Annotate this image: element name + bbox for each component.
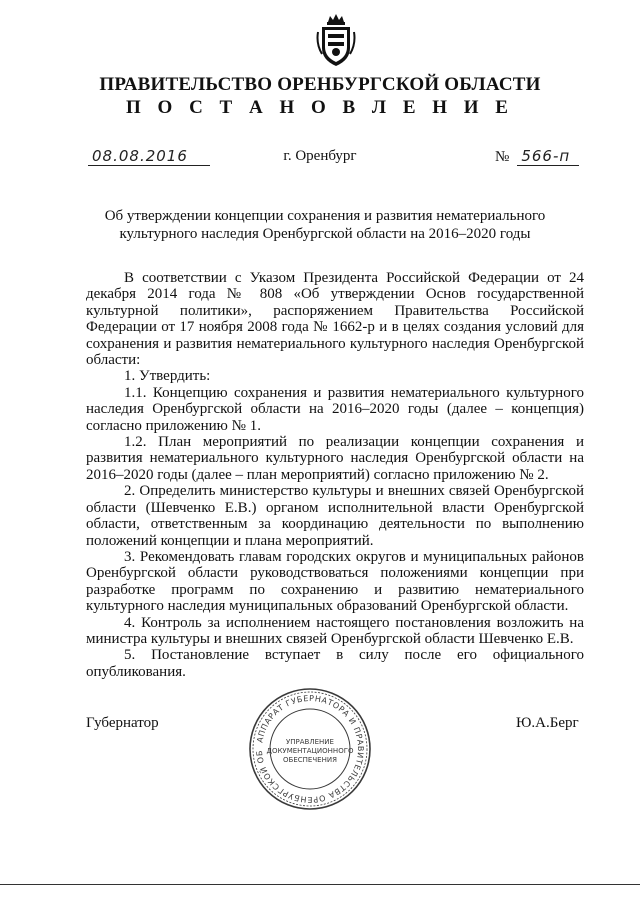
body-paragraph: 5. Постановление вступает в силу после его официального опубликования. bbox=[86, 647, 584, 680]
document-city: г. Оренбург bbox=[283, 148, 357, 164]
stamp-ring-text: АППАРАТ ГУБЕРНАТОРА И ПРАВИТЕЛЬСТВА ОРЕНБУРГСКОЙ ОБ bbox=[254, 693, 366, 805]
coat-of-arms-icon bbox=[316, 12, 356, 68]
body-paragraph: 1. Утвердить: bbox=[124, 368, 211, 385]
body-paragraph: В соответствии с Указом Президента Российской Федерации от 24 декабря 2014 года № 808 «Об утверждении Основ государственной культурной политики», распоряжением Правительства Российской Федерации от 17 ноября 2008 года № 1662-р и в целях создания условий для сохранения и развития нематериального культурного наследия Оренбургской области: bbox=[86, 270, 584, 369]
document-number bbox=[495, 147, 579, 166]
signer-position: Губернатор bbox=[86, 715, 159, 731]
government-title: ПРАВИТЕЛЬСТВО ОРЕНБУРГСКОЙ ОБЛАСТИ bbox=[99, 74, 541, 95]
body-paragraph: 2. Определить министерство культуры и внешних связей Оренбургской области (Шевченко Е.В.) органом исполнительной власти Оренбургской области, ответственным за координацию деятельности по выполнению положений концепции и плана мероприятий. bbox=[86, 483, 584, 549]
body-paragraph: 1.2. План мероприятий по реализации концепции сохранения и развития нематериального культурного наследия Оренбургской области на 2016–2020 годы (далее – план мероприятий) согласно приложению № 2. bbox=[86, 434, 584, 483]
signer-name: Ю.А.Берг bbox=[516, 715, 579, 731]
document-type: П О С Т А Н О В Л Е Н И Е bbox=[126, 97, 514, 118]
body-paragraph: 4. Контроль за исполнением настоящего постановления возложить на министра культуры и внешних связей Оренбургской области Шевченко Е.В. bbox=[86, 614, 584, 647]
body-paragraph: 1.1. Концепцию сохранения и развития нематериального культурного наследия Оренбургской области на 2016–2020 годы (далее – концепция) согласно приложению № 1. bbox=[86, 384, 584, 434]
document-body bbox=[86, 270, 584, 680]
subject-line: Об утверждении концепции сохранения и развития нематериального bbox=[104, 208, 546, 224]
stamp-center-line: ОБЕСПЕЧЕНИЯ bbox=[283, 756, 337, 764]
page-bottom-rule bbox=[0, 884, 640, 885]
stamp-center-line: УПРАВЛЕНИЕ bbox=[286, 738, 334, 746]
document-date: 08.08.2016 bbox=[88, 147, 210, 166]
number-value: 566-п bbox=[517, 147, 579, 166]
subject-line: культурного наследия Оренбургской области на 2016–2020 годы bbox=[119, 226, 531, 242]
document-subject bbox=[90, 207, 560, 243]
stamp-center-line: ДОКУМЕНТАЦИОННОГО bbox=[266, 747, 354, 755]
number-prefix: № bbox=[495, 149, 510, 165]
official-stamp bbox=[247, 686, 373, 812]
body-paragraph: 3. Рекомендовать главам городских округов и муниципальных районов Оренбургской области руководствоваться положениями концепции при разработке программ по сохранению и развитию нематериального культурного наследия муниципальных образований Оренбургской области. bbox=[86, 548, 584, 615]
